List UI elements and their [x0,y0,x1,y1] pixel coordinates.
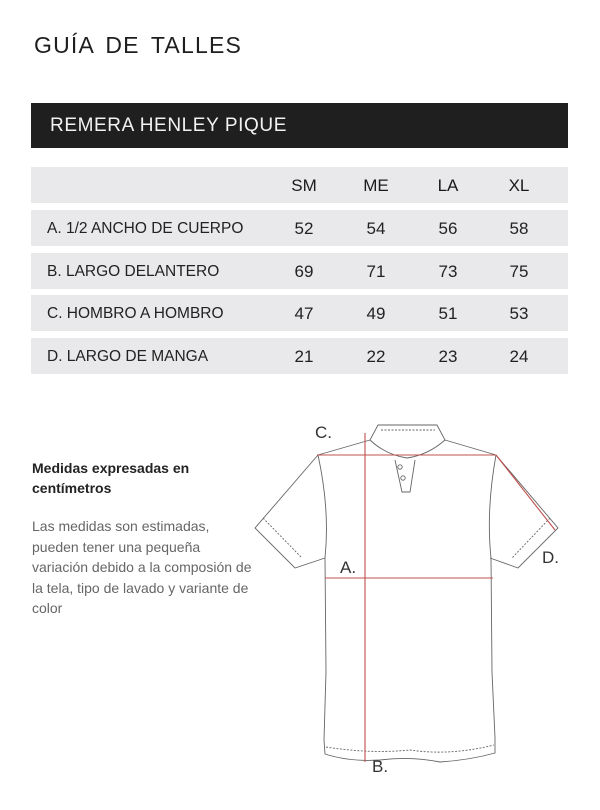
measure-label-c: C. [315,423,332,442]
column-header-la: LA [437,176,459,195]
measure-label-b: B. [372,757,389,776]
row-label: B. LARGO DELANTERO [47,263,220,280]
table-cell: 51 [438,304,458,323]
table-cell: 22 [366,347,386,366]
measure-line-d [496,455,555,530]
table-cell: 54 [366,219,386,238]
product-name: REMERA HENLEY PIQUE [50,115,288,136]
column-header-xl: XL [508,176,530,195]
table-cell: 47 [294,304,314,323]
table-cell: 49 [366,304,386,323]
table-cell: 69 [294,262,314,281]
row-label: D. LARGO DE MANGA [47,348,209,365]
units-note-title: Medidas expresadas en centímetros [32,460,190,496]
table-cell: 58 [509,219,529,238]
table-cell: 53 [509,304,529,323]
table-row [31,210,568,246]
column-header-me: ME [363,176,389,195]
table-row [31,295,568,331]
measure-label-a: A. [340,558,357,577]
table-cell: 52 [294,219,314,238]
units-note-body: Las medidas son estimadas, pueden tener una pequeña variación debido a la composión de la tela, tipo de lavado y variante de color [32,518,252,616]
column-header-sm: SM [291,176,317,195]
table-cell: 75 [509,262,529,281]
page-title: GUÍA DE TALLES [34,32,243,58]
table-cell: 71 [366,262,386,281]
table-row [31,338,568,374]
row-label: C. HOMBRO A HOMBRO [47,305,224,322]
row-label: A. 1/2 ANCHO DE CUERPO [47,220,244,237]
shirt-measurement-diagram [250,410,570,810]
table-cell: 21 [294,347,314,366]
table-cell: 23 [438,347,458,366]
size-table-header [31,167,568,203]
measure-label-d: D. [542,548,559,567]
table-row [31,253,568,289]
table-cell: 56 [438,219,458,238]
table-cell: 73 [438,262,458,281]
product-header [31,103,568,148]
table-cell: 24 [509,347,529,366]
